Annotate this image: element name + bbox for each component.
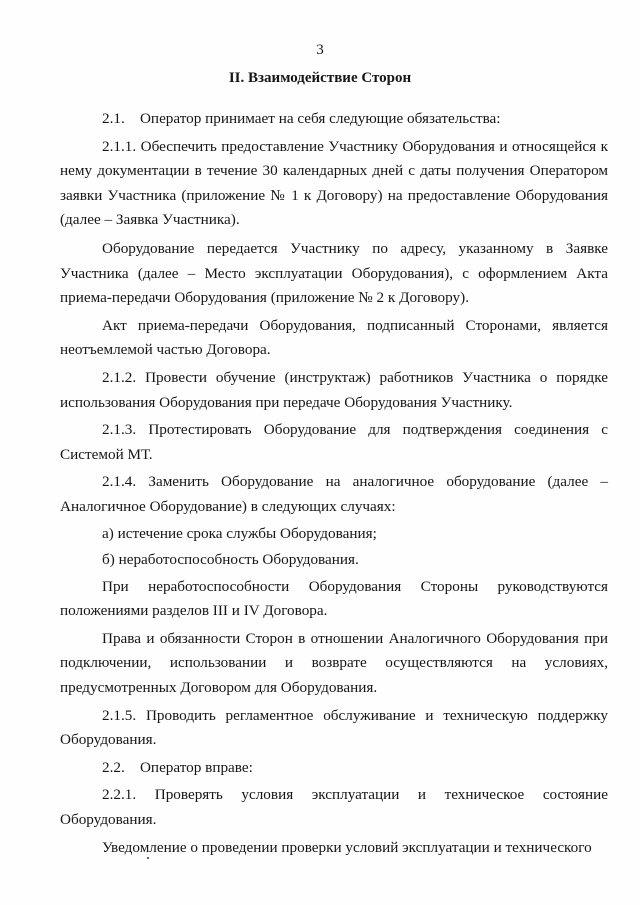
section-title: II. Взаимодействие Сторон xyxy=(228,70,412,86)
page-number: 3 xyxy=(316,42,324,58)
paragraph-inoperability: При неработоспособности Оборудования Стороны руководствуются положениями разделов III и IV Договора. xyxy=(60,577,608,620)
scan-speck xyxy=(147,857,149,859)
paragraph-2-2: 2.2. Оператор вправе: xyxy=(102,758,253,776)
paragraph-2-1: 2.1. Оператор принимает на себя следующие обязательства: xyxy=(102,110,501,127)
paragraph-equipment-transfer: Оборудование передается Участнику по адресу, указанному в Заявке Участника (далее – Место эксплуатации Оборудования), с оформлением Акта приема-передачи Оборудования (приложение № 2 к Договору). xyxy=(60,239,608,307)
paragraph-2-1-3: 2.1.3. Протестировать Оборудование для подтверждения соединения с Системой МТ. xyxy=(60,421,608,463)
paragraph-rights-obligations: Права и обязанности Сторон в отношении Аналогичного Оборудования при подключении, использовании и возврате осуществляются на условиях, предусмотренных Договором для Оборудования. xyxy=(60,629,608,697)
paragraph-2-1-4: 2.1.4. Заменить Оборудование на аналогичное оборудование (далее – Аналогичное Оборудование) в следующих случаях: xyxy=(60,473,608,515)
paragraph-2-1-5: 2.1.5. Проводить регламентное обслуживание и техническую поддержку Оборудования. xyxy=(60,706,608,749)
paragraph-transfer-act: Акт приема-передачи Оборудования, подписанный Сторонами, является неотъемлемой частью Договора. xyxy=(60,316,608,359)
paragraph-2-2-1: 2.2.1. Проверять условия эксплуатации и техническое состояние Оборудования. xyxy=(60,786,608,829)
paragraph-2-1-1: 2.1.1. Обеспечить предоставление Участнику Оборудования и относящейся к нему документации в течение 30 календарных дней с даты получения Оператором заявки Участника (приложение № 1 к Договору) на предоставление Оборудования (далее – Заявка Участника). xyxy=(60,137,608,229)
list-item-b: б) неработоспособность Оборудования. xyxy=(102,551,359,569)
paragraph-2-1-2: 2.1.2. Провести обучение (инструктаж) работников Участника о порядке использования Оборудования при передаче Оборудования Участнику. xyxy=(60,368,608,411)
document-body xyxy=(60,107,608,860)
paragraph-inspection-notice: Уведомление о проведении проверки условий эксплуатации и технического xyxy=(102,838,592,856)
list-item-a: а) истечение срока службы Оборудования; xyxy=(102,524,377,542)
